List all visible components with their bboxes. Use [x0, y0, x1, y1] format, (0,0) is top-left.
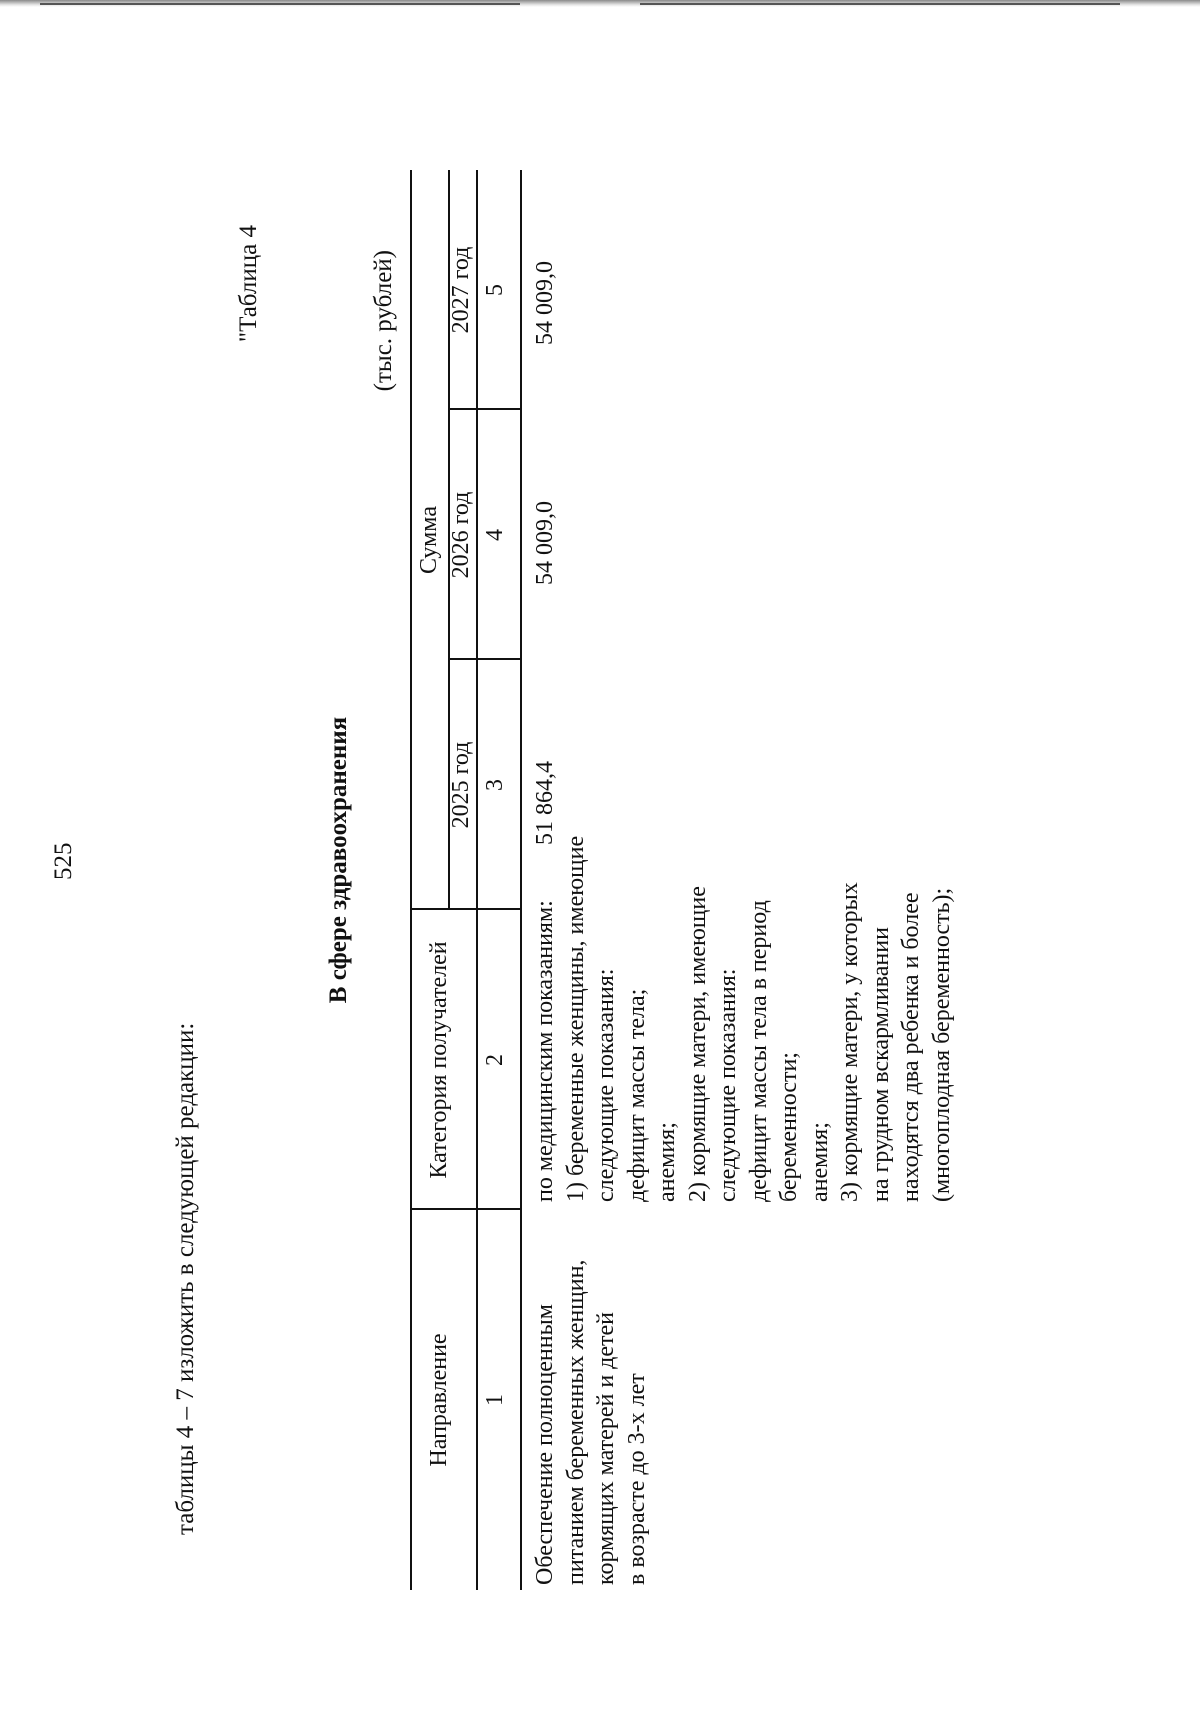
category-line: на грудном вскармливании — [867, 927, 894, 1202]
category-line: дефицит массы тела; — [623, 988, 650, 1202]
row-category-cell — [530, 836, 957, 1202]
table-header-bottom-rule — [520, 170, 522, 1590]
header-2027: 2027 год — [448, 246, 474, 334]
row-value-2026: 54 009,0 — [532, 501, 558, 585]
colnum-top-rule — [476, 170, 478, 1590]
column-number: 4 — [482, 529, 508, 541]
category-line: следующие показания: — [715, 968, 741, 1202]
header-category: Категория получателей — [426, 941, 452, 1179]
direction-line: в возрасте до 3-х лет — [623, 1373, 650, 1585]
category-line: дефицит массы тела в период — [745, 900, 772, 1202]
category-line: 1) беременные женщины, имеющие — [562, 835, 589, 1202]
header-direction: Направление — [426, 1333, 452, 1467]
category-line: беременности; — [776, 1052, 802, 1202]
header-2026: 2026 год — [448, 491, 474, 579]
column-number: 1 — [482, 1394, 508, 1406]
table-label: "Таблица 4 — [235, 225, 262, 343]
category-line: находятся два ребенка и более — [898, 892, 924, 1202]
category-line: анемия; — [654, 1122, 680, 1202]
units-label: (тыс. рублей) — [370, 250, 397, 392]
page-number: 525 — [50, 842, 77, 880]
table-top-rule — [410, 170, 412, 1590]
category-line: следующие показания: — [593, 968, 619, 1202]
direction-line: Обеспечение полноценным — [532, 1304, 558, 1585]
category-line: 2) кормящие матери, имеющие — [684, 886, 711, 1202]
header-2025: 2025 год — [448, 741, 474, 829]
row-value-2025: 51 864,4 — [532, 761, 558, 845]
row-direction-cell — [530, 1260, 652, 1585]
direction-line: питанием беременных женщин, — [562, 1259, 589, 1585]
category-line: по медицинским показаниям: — [532, 900, 558, 1202]
column-number: 2 — [482, 1054, 508, 1066]
category-line: анемия; — [806, 1122, 833, 1202]
row-value-2027: 54 009,0 — [532, 261, 558, 345]
intro-text: таблицы 4 – 7 изложить в следующей редакции: — [172, 1022, 199, 1535]
column-number: 5 — [482, 284, 508, 296]
category-line: 3) кормящие матери, у которых — [837, 882, 863, 1202]
header-sum: Сумма — [416, 506, 442, 574]
section-title: В сфере здравоохранения — [325, 716, 352, 1004]
data-table-header — [410, 170, 522, 1590]
category-line: (многоплодная беременность); — [928, 887, 955, 1202]
direction-line: кормящих матерей и детей — [593, 1311, 619, 1585]
column-number: 3 — [482, 779, 508, 791]
